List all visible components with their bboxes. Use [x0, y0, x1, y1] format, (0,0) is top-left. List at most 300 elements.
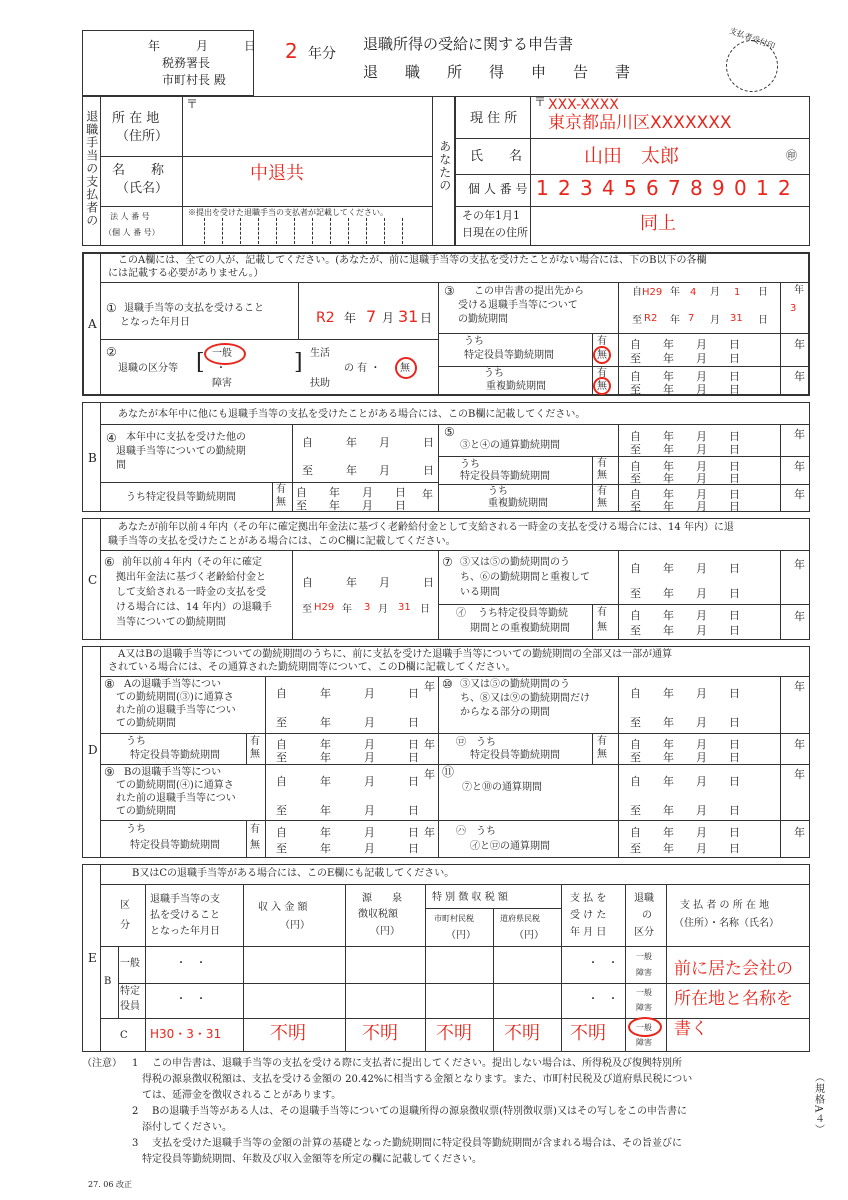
lbl: 年	[320, 775, 331, 788]
lbl: 年	[320, 826, 331, 839]
lbl: 自	[630, 775, 641, 788]
mynumber-digit: 7	[668, 176, 681, 200]
lbl: 年	[320, 804, 331, 817]
e-head-paid-2: 受 け た	[570, 910, 607, 921]
q4-label-3: 間	[116, 460, 126, 471]
q1-day: 31	[398, 307, 419, 326]
lbl: 日	[395, 486, 406, 499]
q10-sub-yes: 有	[597, 736, 607, 747]
q2-number: ②	[106, 345, 117, 359]
q1-day-unit: 日	[420, 311, 433, 325]
lbl: 至	[630, 352, 641, 365]
form-title-1: 退職所得の受給に関する申告書	[363, 35, 574, 53]
lbl: 年	[663, 587, 674, 600]
lbl: 月	[696, 842, 707, 855]
mynumber-digit: 2	[558, 176, 571, 200]
e-head-payer-1: 支 払 者 の 所 在 地	[680, 900, 770, 911]
lbl: 日	[729, 751, 740, 764]
lbl: 年	[663, 500, 674, 513]
lbl: 月	[696, 383, 707, 396]
q10-label-1: ③又は⑤の勤続期間のう	[460, 679, 570, 690]
lbl: 自	[630, 609, 641, 622]
jan1-address-label: その年1月1	[462, 209, 520, 222]
note-1-num: 1	[132, 1058, 139, 1069]
e-c-ret-disab: 障害	[636, 1038, 652, 1047]
q6-label-5: 当等についての勤続期間	[116, 617, 226, 628]
lbl: 自	[276, 826, 287, 839]
year-suffix: 年分	[308, 46, 336, 62]
section-d-intro-2: されている場合には、その通算された勤続期間等について、このD欄に記載してください。	[108, 662, 516, 673]
lbl: 日	[408, 738, 419, 751]
q1-era: R2	[316, 310, 335, 326]
lbl: 日	[423, 576, 434, 589]
lbl: 月	[364, 687, 375, 700]
q11-sub-label-1: うち	[476, 826, 496, 837]
e-b1-ret-disab: 障害	[636, 968, 652, 977]
lbl: 日	[729, 842, 740, 855]
lbl: 日	[729, 352, 740, 365]
section-d-intro-1: A又はBの退職手当等についての勤続期間のうちに、前に支払を受けた退職手当等についての勤続期間の全部又は一部が通算	[118, 649, 673, 660]
lbl: 月	[696, 443, 707, 456]
q10-number: ⑩	[442, 677, 453, 691]
lbl: 月	[364, 842, 375, 855]
note-3-line-2: 特定役員等勤続期間、年数及び収入金額等を所定の欄に記載してください。	[142, 1154, 482, 1165]
q4-to-date	[302, 462, 434, 478]
q10-sub-label-2: 特定役員等勤続期間	[470, 750, 560, 761]
lbl: 日	[729, 443, 740, 456]
q3-from-year: 4	[690, 287, 697, 298]
e-b2-date-dots: ・ ・	[176, 994, 206, 1005]
q2-label: 退職の区分等	[118, 363, 178, 374]
q5-sub2-label-1: うち	[488, 486, 508, 497]
payer-stamp-label: 支払者受付印	[727, 26, 777, 51]
lbl: 月	[696, 430, 707, 443]
lbl: 年	[346, 576, 357, 589]
e-head-city-1: 市町村民税	[434, 914, 474, 923]
e-head-pref-2: （円）	[514, 930, 544, 941]
q4-number: ④	[106, 431, 117, 445]
paper-size-label: （規格A４）	[812, 1072, 824, 1136]
lbl: 日	[408, 775, 419, 788]
q1-label-2: となった年月日	[120, 317, 190, 328]
q3-to-day-unit: 日	[758, 315, 768, 326]
lbl: 年	[663, 460, 674, 473]
e-head-tax-2: 徴収税額	[358, 909, 398, 920]
lbl: 至	[276, 804, 287, 817]
q7-sub-number: ㋑	[456, 608, 466, 619]
lbl: 月	[364, 826, 375, 839]
payer-name-label-2: （氏名）	[116, 181, 169, 196]
e-c-income: 不明	[270, 1023, 306, 1044]
q3-label-1: この申告書の提出先から	[474, 286, 584, 297]
q6-label-3: して支給される一時金の支払を受	[116, 587, 266, 598]
q2-none: 無	[400, 363, 410, 374]
q2-aid: 扶助	[310, 378, 330, 389]
lbl: 年	[320, 716, 331, 729]
q10-label-3: からなる部分の期間	[460, 707, 550, 718]
lbl: 年	[794, 370, 805, 383]
you-address-value: 東京都品川区XXXXXXX	[548, 113, 732, 133]
lbl: 至	[630, 751, 641, 764]
section-a-intro-2: には記載する必要がありません。）	[108, 268, 264, 279]
you-name-label: 氏 名	[470, 149, 523, 164]
lbl: 月	[696, 352, 707, 365]
e-c-city: 不明	[436, 1023, 472, 1044]
e-b1-paid-dots: ・ ・	[588, 958, 618, 969]
q2-disabled: 障害	[212, 378, 232, 389]
q3-to-year-unit: 年	[670, 315, 680, 326]
q6-label-1: 前年以前４年内（その年に確定	[122, 557, 262, 568]
lbl: 年	[422, 488, 433, 501]
e-b-general: 一般	[120, 958, 140, 969]
q6-to-era: H29	[314, 602, 335, 613]
e-head-ret-3: 区分	[634, 927, 654, 938]
lbl: 年	[663, 826, 674, 839]
lbl: 年	[320, 842, 331, 855]
e-note-3: 書く	[674, 1019, 708, 1039]
jan1-address-label-2: 日現在の住所	[462, 226, 528, 239]
lbl: 自	[630, 738, 641, 751]
lbl: 月	[696, 338, 707, 351]
q1-month-unit: 月	[382, 311, 395, 325]
lbl: 年	[794, 428, 805, 441]
lbl: 至	[630, 716, 641, 729]
q9-label-4: ての勤続期間	[116, 806, 176, 817]
e-note-1: 前に居た会社の	[674, 959, 793, 979]
lbl: 日	[729, 804, 740, 817]
e-head-tax-1: 源 泉	[362, 893, 402, 904]
note-2-line-1: Bの退職手当等がある人は、その退職手当等についての退職所得の源泉徴収票(特別徴収票)又はその写しをこの申告書に	[152, 1106, 687, 1117]
section-c-intro-1: あなたが前年以前４年内（その年に確定拠出年金法に基づく老齢給付金として支給される一時金の支払を受ける場合には、14 年内）に退	[118, 522, 734, 533]
lbl: 日	[408, 687, 419, 700]
mynumber-digit: 5	[624, 176, 637, 200]
q3-to-era: R2	[644, 313, 658, 324]
q9-label-1: Bの退職手当等につい	[124, 767, 222, 778]
lbl: 月	[364, 716, 375, 729]
q2-exist: の 有 ・	[344, 363, 381, 374]
q1-number: ①	[106, 301, 117, 315]
lbl: 月	[364, 751, 375, 764]
q3-from-day-unit: 日	[758, 287, 768, 298]
q7-sub-label-1: うち特定役員等勤続	[478, 608, 568, 619]
lbl: 日	[408, 716, 419, 729]
e-c-ret-circle	[628, 1017, 662, 1037]
lbl: 月	[696, 826, 707, 839]
e-head-payer-2: （住所）・名称（氏名）	[674, 918, 779, 929]
q3-from-month-unit: 月	[710, 287, 720, 298]
q3-to-label: 至	[632, 315, 642, 326]
q8-number: ⑧	[104, 677, 115, 691]
e-b-officer-2: 役員	[120, 1001, 140, 1012]
lbl: 日	[729, 370, 740, 383]
lbl: 年	[320, 687, 331, 700]
e-c-paid: 不明	[570, 1023, 606, 1044]
q7-number: ⑦	[442, 555, 453, 569]
q3-sub1-label-2: 特定役員等勤続期間	[464, 350, 554, 361]
lbl: 自	[296, 486, 307, 499]
lbl: 月	[696, 751, 707, 764]
you-name-value: 山田 太郎	[584, 145, 680, 167]
lbl: 月	[364, 775, 375, 788]
mynumber-digit: 6	[646, 176, 659, 200]
q3-years-value: 3	[790, 303, 797, 314]
lbl: 年	[663, 338, 674, 351]
lbl: 日	[729, 609, 740, 622]
lbl: 月	[696, 687, 707, 700]
lbl: 至	[296, 499, 307, 512]
mynumber-digit: 1	[756, 176, 769, 200]
lbl: 至	[630, 842, 641, 855]
lbl: 自	[630, 687, 641, 700]
e-b1-date-dots: ・ ・	[176, 958, 206, 969]
lbl: 日	[729, 716, 740, 729]
lbl: 月	[696, 609, 707, 622]
e-b-label: B	[104, 976, 112, 987]
q10-sub-no: 無	[597, 749, 607, 760]
q5-sub1-label-1: うち	[460, 459, 480, 470]
payer-address-label: 所 在 地	[112, 111, 160, 126]
lbl: 月	[696, 488, 707, 501]
lbl: 至	[630, 472, 641, 485]
e-head-date-1: 退職手当等の支	[150, 894, 220, 905]
q5-sub1-yes: 有	[597, 458, 607, 469]
q3-sub2-yes: 有	[597, 368, 607, 379]
lbl: 自	[276, 687, 287, 700]
q6-to-month-unit: 月	[378, 604, 388, 615]
lbl: 年	[794, 488, 805, 501]
q3-number: ③	[444, 284, 455, 298]
lbl: 年	[663, 624, 674, 637]
q3-sub1-no: 無	[597, 350, 607, 361]
lbl: 月	[696, 716, 707, 729]
mynumber-digit: 0	[734, 176, 747, 200]
lbl: 自	[630, 460, 641, 473]
q5-sub2-label-2: 重複勤続期間	[488, 498, 548, 509]
lbl: 年	[663, 472, 674, 485]
lbl: 年	[794, 680, 805, 693]
lbl: 日	[729, 500, 740, 513]
lbl: 日	[729, 562, 740, 575]
lbl: 至	[630, 624, 641, 637]
q8-label-4: ての勤続期間	[116, 718, 176, 729]
lbl: 日	[408, 826, 419, 839]
q7-label-2: ち、⑥の勤続期間と重複して	[460, 572, 590, 583]
lbl: 年	[794, 460, 805, 473]
city-office: 市町村長 殿	[162, 73, 226, 87]
lbl: 年	[663, 804, 674, 817]
lbl: 月	[696, 587, 707, 600]
e-head-paid-3: 年 月 日	[570, 927, 607, 938]
q5-number: ⑤	[444, 425, 455, 439]
you-mynumber-label: 個 人 番 号	[468, 182, 528, 196]
e-head-kubun-1: 区	[120, 900, 130, 911]
q3-from-month: 1	[734, 287, 741, 298]
lbl: 年	[663, 443, 674, 456]
lbl: 年	[320, 751, 331, 764]
e-c-date: H30・3・31	[150, 1027, 222, 1041]
section-b-intro: あなたが本年中に他にも退職手当等の支払を受けたことがある場合には、このB欄に記載してください。	[118, 409, 586, 420]
q8-label-2: ての勤続期間(③)に通算さ	[116, 692, 234, 703]
lbl: 自	[630, 562, 641, 575]
q3-from-era: H29	[642, 287, 663, 298]
q6-to-label: 至	[302, 604, 312, 615]
lbl: 自	[630, 430, 641, 443]
lbl: 日	[729, 587, 740, 600]
q3-label-3: の勤続期間	[458, 314, 508, 325]
q3-sub1-yes: 有	[597, 336, 607, 347]
revision-label: 27. 06 改正	[88, 1180, 132, 1189]
lbl: 年	[663, 352, 674, 365]
lbl: 年	[794, 558, 805, 571]
lbl: 至	[276, 842, 287, 855]
e-b2-ret-general: 一般	[636, 988, 652, 997]
lbl: 自	[276, 775, 287, 788]
e-b1-ret-general: 一般	[636, 952, 652, 961]
q10-label-2: ち、⑧又は⑨の勤続期間だけ	[460, 693, 590, 704]
e-c-ret-general: 一般	[636, 1023, 652, 1032]
lbl: 年	[424, 826, 435, 839]
section-a-intro-1: このA欄には、全ての人が、記載してください。(あなたが、前に退職手当等の支払を受けたことがない場合には、下のB以下の各欄	[118, 255, 707, 266]
e-b2-paid-dots: ・ ・	[588, 994, 618, 1005]
lbl: 日	[408, 751, 419, 764]
lbl: 年	[346, 436, 357, 449]
q3-sub1-no-circle	[593, 346, 611, 364]
q7-label-3: いる期間	[460, 587, 500, 598]
q3-from-label: 自	[632, 287, 642, 298]
you-side-label: あなたの	[437, 140, 452, 192]
jan1-address-value: 同上	[640, 213, 676, 234]
e-head-date-2: 払を受けること	[150, 910, 220, 921]
e-note-2: 所在地と名称を	[674, 989, 793, 1009]
lbl: 自	[276, 738, 287, 751]
lbl: 日	[729, 738, 740, 751]
q5-sub2-yes: 有	[597, 486, 607, 497]
q3-sub2-no-circle	[593, 377, 611, 395]
q9-number: ⑨	[104, 765, 115, 779]
lbl: 年	[663, 430, 674, 443]
q7-sub-label-2: 期間との重複勤続期間	[470, 623, 570, 634]
you-address-label: 現 住 所	[470, 111, 518, 126]
lbl: 至	[630, 587, 641, 600]
lbl: 月	[379, 576, 390, 589]
lbl: 年	[794, 338, 805, 351]
q3-sub1-label-1: うち	[464, 336, 484, 347]
q6-label-2: 拠出年金法に基づく老齢給付金と	[116, 572, 266, 583]
mynumber-digit: 3	[580, 176, 593, 200]
e-head-income-1: 収 入 金 額	[258, 902, 308, 913]
q3-to-year: 7	[688, 313, 695, 324]
bracket-right: ]	[294, 350, 303, 375]
q10-sub-number: ㋺	[456, 737, 466, 748]
q2-general: 一般	[212, 348, 232, 359]
lbl: 日	[395, 499, 406, 512]
q3-years-unit: 年	[794, 285, 804, 296]
lbl: 年	[663, 609, 674, 622]
q11-label: ⑦と⑩の通算期間	[462, 782, 542, 793]
section-b-label: B	[88, 451, 97, 465]
section-c-intro-2: 職手当等の支払を受けたことがある場合には、このC欄に記載してください。	[108, 536, 456, 547]
lbl: 年	[663, 842, 674, 855]
q4-from-date	[302, 434, 434, 450]
e-head-kubun-2: 分	[120, 920, 130, 931]
corp-number-note: ※提出を受けた退職手当の支払者が記載してください。	[188, 208, 388, 217]
lbl: 日	[423, 436, 434, 449]
q6-from-date	[302, 574, 434, 590]
q3-sub2-label-1: うち	[484, 368, 504, 379]
q2-general-circle	[204, 343, 246, 365]
q6-to-day: 31	[398, 602, 411, 613]
e-c-tax: 不明	[362, 1023, 398, 1044]
q8-sub-yes: 有	[250, 736, 260, 747]
lbl: 年	[794, 768, 805, 781]
q9-label-3: れた前の退職手当等につい	[116, 793, 236, 804]
q8-sub-no: 無	[250, 749, 260, 760]
q11-number: ⑪	[442, 765, 455, 779]
lbl: 年	[663, 775, 674, 788]
lbl: 自	[630, 370, 641, 383]
q7-sub-no: 無	[597, 622, 607, 633]
lbl: 至	[302, 464, 313, 477]
q5-label: ③と④の通算勤続期間	[460, 440, 560, 451]
q4-label-2: 退職手当等についての勤続期	[116, 446, 246, 457]
e-c-label: C	[120, 1030, 128, 1041]
mynumber-digit: 4	[602, 176, 615, 200]
lbl: 年	[424, 680, 435, 693]
lbl: 至	[630, 500, 641, 513]
lbl: 日	[729, 338, 740, 351]
lbl: 年	[424, 768, 435, 781]
lbl: 年	[663, 488, 674, 501]
lbl: 年	[329, 486, 340, 499]
lbl: 年	[329, 499, 340, 512]
lbl: 年	[663, 383, 674, 396]
you-postal-code: XXX-XXXX	[548, 97, 619, 113]
lbl: 日	[729, 775, 740, 788]
q3-to-month: 31	[730, 313, 743, 324]
e-head-income-2: （円）	[280, 920, 310, 931]
q3-sub2-label-2: 重複勤続期間	[486, 381, 546, 392]
q4-sub-yes: 有	[276, 484, 286, 495]
q8-label-3: れた前の退職手当等につい	[116, 705, 236, 716]
mynumber-digit: 1	[536, 176, 549, 200]
lbl: 自	[630, 488, 641, 501]
q6-to-day-unit: 日	[420, 604, 430, 615]
lbl: 月	[696, 500, 707, 513]
q9-sub-label-2: 特定役員等勤続期間	[130, 840, 220, 851]
q11-sub-label-2: ㋑と㋺の通算期間	[470, 841, 550, 852]
you-postal-mark: 〒	[534, 95, 547, 109]
q7-sub-yes: 有	[597, 607, 607, 618]
q1-month: 7	[366, 307, 377, 326]
lbl: 日	[729, 624, 740, 637]
e-head-ret-2: の	[642, 910, 652, 921]
corp-number-label-2: （個 人 番 号）	[104, 228, 160, 237]
lbl: 月	[364, 738, 375, 751]
bracket-left: [	[196, 350, 205, 375]
lbl: 至	[276, 716, 287, 729]
q3-label-2: 受ける退職手当等について	[458, 300, 578, 311]
note-1-line-1: この申告書は、退職手当等の支払を受ける際に支払者に提出してください。提出しない場合は、所得税及び復興特別所	[152, 1058, 682, 1069]
q6-label-4: ける場合には、14 年内）の退職手	[116, 602, 272, 613]
lbl: 月	[696, 370, 707, 383]
seal-mark: ㊞	[786, 149, 797, 162]
q1-year-unit: 年	[344, 311, 357, 325]
e-head-pref-1: 道府県民税	[500, 914, 540, 923]
lbl: 月	[362, 486, 373, 499]
lbl: 年	[794, 738, 805, 751]
q4-sub-no: 無	[276, 497, 286, 508]
mynumber-digit: 2	[778, 176, 791, 200]
